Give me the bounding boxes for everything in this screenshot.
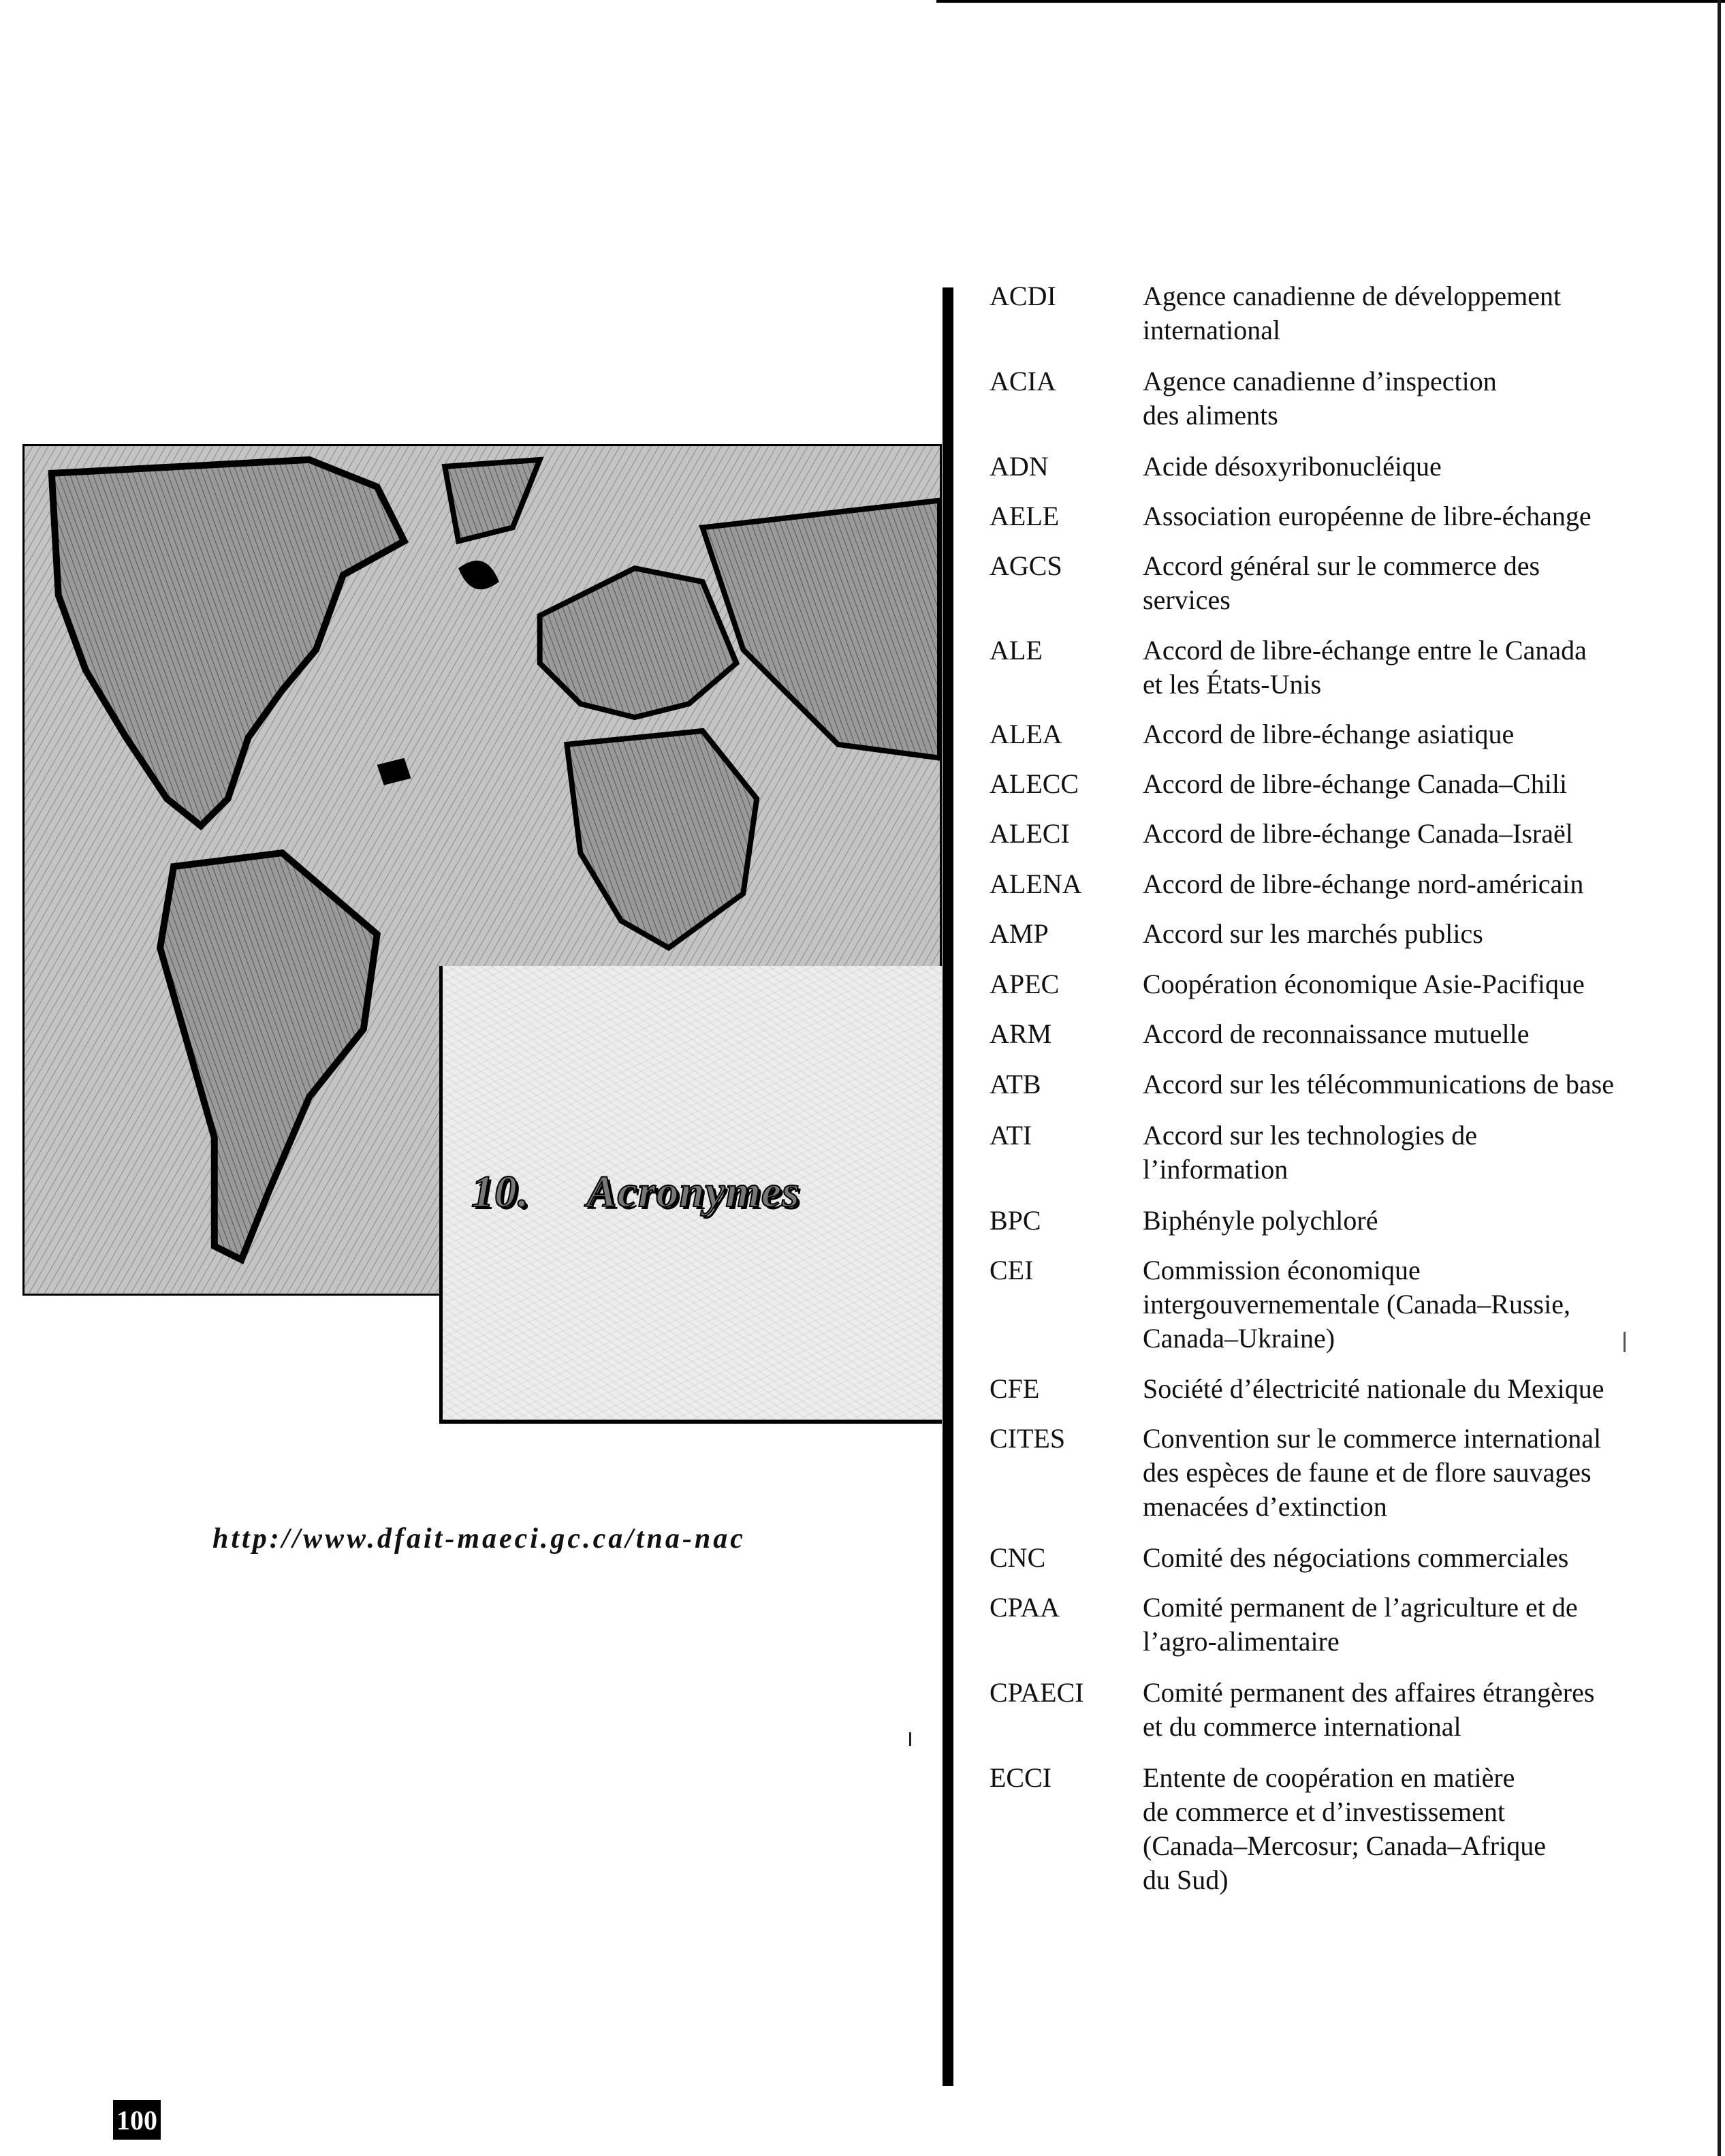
acronym-definition: Association européenne de libre-échange <box>1143 501 1592 531</box>
acronym-definition: Accord de reconnaissance mutuelle <box>1143 1018 1530 1049</box>
acronym-abbr: ARM <box>990 1018 1052 1049</box>
acronym-abbr: CITES <box>990 1423 1066 1454</box>
acronym-abbr: CPAA <box>990 1592 1060 1623</box>
acronym-definition: Agence canadienne d’inspection des aliments <box>1143 366 1497 431</box>
acronym-abbr: AELE <box>990 501 1060 531</box>
acronym-definition: Accord de libre-échange Canada–Chili <box>1143 768 1568 799</box>
acronym-abbr: BPC <box>990 1205 1041 1236</box>
acronym-definition: Entente de coopération en matière de commerce et d’investissement (Canada–Mercosur; Canada–Afrique du Sud) <box>1143 1762 1546 1895</box>
acronym-definition: Accord sur les télécommunications de base <box>1143 1069 1614 1099</box>
acronym-definition: Accord de libre-échange Canada–Israël <box>1143 818 1573 849</box>
acronym-abbr: ALECI <box>990 818 1070 849</box>
acronym-definition: Comité permanent des affaires étrangères et du commerce international <box>1143 1677 1595 1742</box>
acronym-abbr: AMP <box>990 918 1049 949</box>
acronym-abbr: CPAECI <box>990 1677 1084 1708</box>
acronym-definition: Accord de libre-échange nord-américain <box>1143 869 1584 899</box>
chapter-title: Acronymes <box>586 1167 800 1217</box>
acronym-abbr: CEI <box>990 1255 1034 1285</box>
acronym-definition: Acide désoxyribonucléique <box>1143 451 1442 482</box>
acronym-abbr: ALEA <box>990 719 1062 749</box>
acronym-definition: Accord général sur le commerce des services <box>1143 550 1540 615</box>
acronym-definition: Coopération économique Asie-Pacifique <box>1143 969 1585 999</box>
acronym-abbr: ALECC <box>990 768 1079 799</box>
page-number: 100 <box>113 2100 161 2140</box>
acronym-abbr: ACIA <box>990 366 1056 396</box>
acronym-abbr: ATI <box>990 1120 1032 1151</box>
acronym-definition: Accord sur les marchés publics <box>1143 918 1483 949</box>
acronym-definition: Accord de libre-échange asiatique <box>1143 719 1515 749</box>
acronym-definition: Accord de libre-échange entre le Canada et les États-Unis <box>1143 635 1587 700</box>
acronym-abbr: ECCI <box>990 1762 1052 1793</box>
acronym-abbr: APEC <box>990 969 1060 999</box>
acronym-definition: Agence canadienne de développement international <box>1143 281 1562 345</box>
acronym-abbr: AGCS <box>990 550 1062 581</box>
chapter-number: 10. <box>471 1167 530 1217</box>
acronym-definition: Convention sur le commerce international des espèces de faune et de flore sauvages menacées d’extinction <box>1143 1423 1602 1522</box>
acronym-abbr: ATB <box>990 1069 1041 1099</box>
acronym-definition: Biphényle polychloré <box>1143 1205 1378 1236</box>
acronym-abbr: ALENA <box>990 869 1082 899</box>
acronym-abbr: CNC <box>990 1542 1046 1573</box>
acronym-abbr: CFE <box>990 1373 1040 1404</box>
acronym-abbr: ALE <box>990 635 1043 666</box>
acronym-definition: Comité des négociations commerciales <box>1143 1542 1569 1573</box>
acronym-definition: Société d’électricité nationale du Mexique <box>1143 1373 1604 1404</box>
acronym-definition: Accord sur les technologies de l’information <box>1143 1120 1477 1185</box>
acronym-definition: Comité permanent de l’agriculture et de l’agro-alimentaire <box>1143 1592 1578 1657</box>
acronym-abbr: ADN <box>990 451 1049 482</box>
website-url: http://www.dfait-maeci.gc.ca/tna-nac <box>212 1523 746 1554</box>
acronym-definition: Commission économique intergouvernementale (Canada–Russie, Canada–Ukraine) <box>1143 1255 1570 1354</box>
acronym-abbr: ACDI <box>990 281 1056 311</box>
